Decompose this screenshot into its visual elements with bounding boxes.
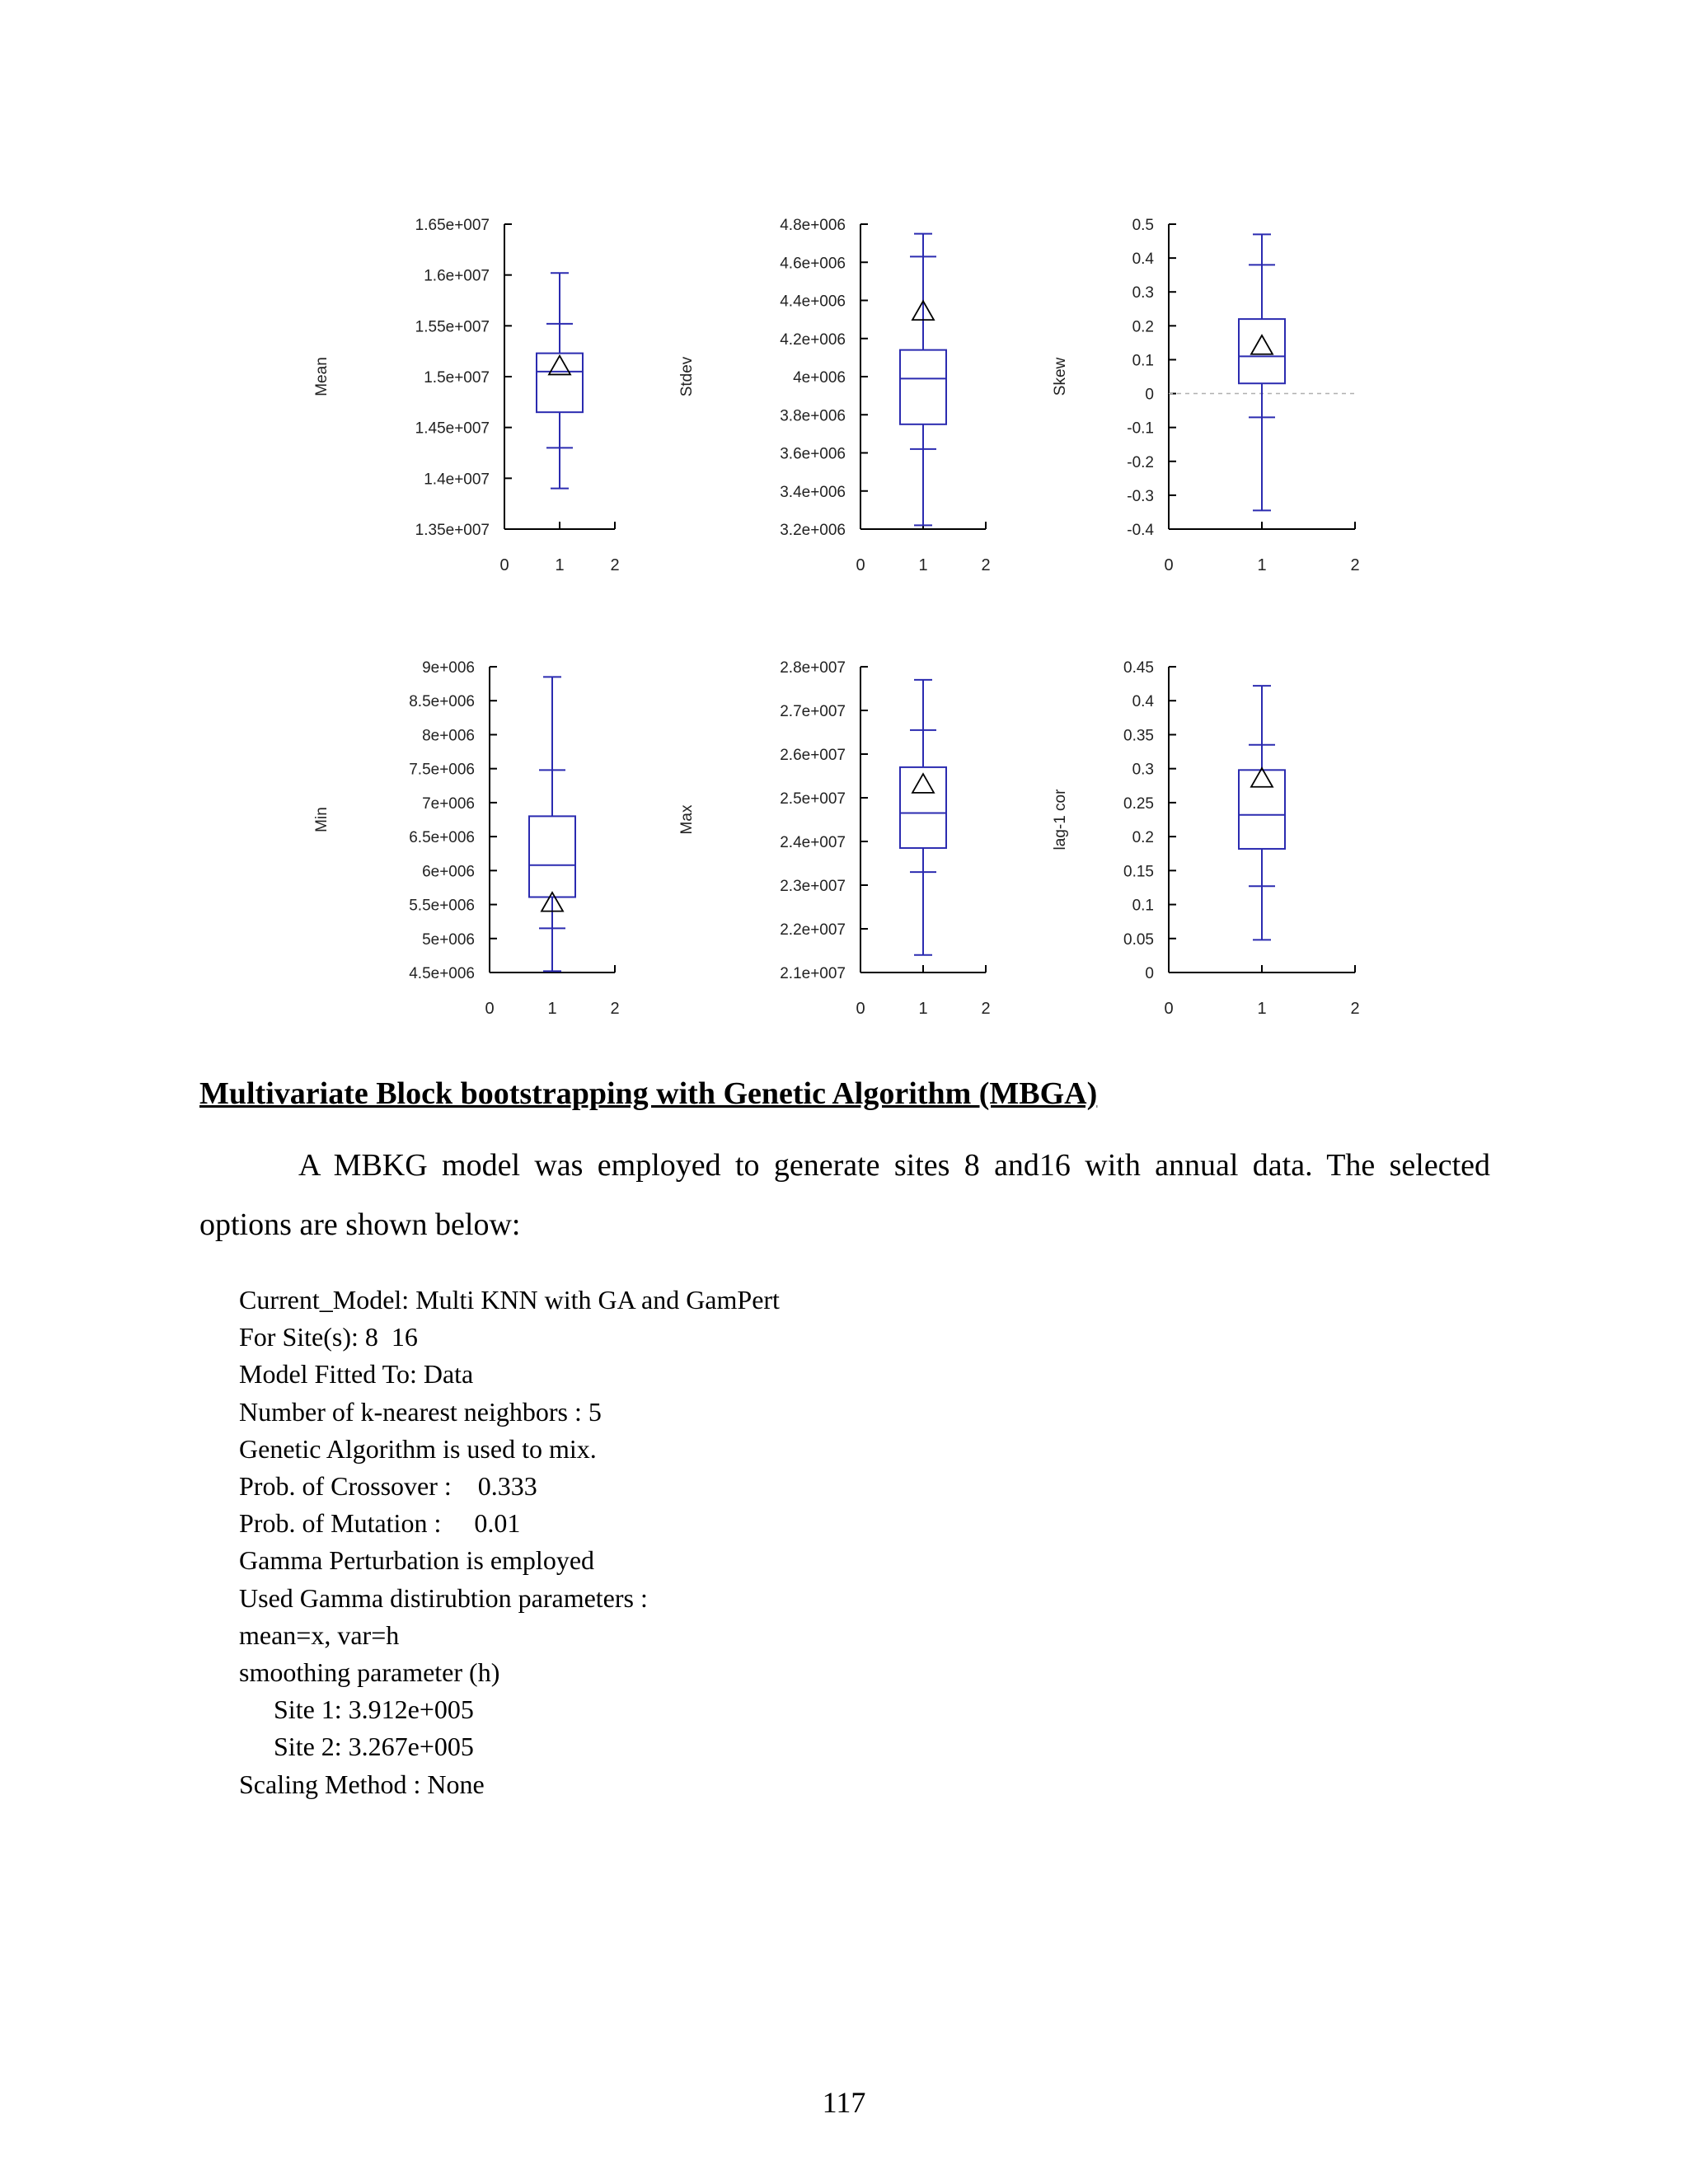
option-line: Scaling Method : None: [239, 1769, 485, 1799]
y-tick-label: 3.8e+006: [780, 407, 846, 425]
y-tick-label: 3.6e+006: [780, 445, 846, 463]
y-tick-label: 6.5e+006: [409, 829, 475, 847]
page-number: 117: [822, 2086, 866, 2119]
y-tick-label: 1.65e+007: [415, 217, 490, 234]
y-tick-label: 1.35e+007: [415, 522, 490, 539]
y-tick-label: 0.05: [1123, 930, 1154, 949]
y-tick-label: 4.6e+006: [780, 255, 846, 273]
interquartile-box: [529, 816, 575, 897]
y-tick-label: 8.5e+006: [409, 693, 475, 711]
y-tick-label: 7.5e+006: [409, 761, 475, 779]
option-line: mean=x, var=h: [239, 1619, 400, 1650]
y-tick-label: 0.15: [1123, 863, 1154, 881]
x-tick-label: 1: [1257, 556, 1267, 574]
observed-triangle-marker: [1251, 768, 1273, 787]
option-line: smoothing parameter (h): [239, 1657, 500, 1688]
x-tick-label: 2: [1350, 556, 1360, 574]
y-axis-label: Min: [313, 807, 331, 832]
boxplot-3: [313, 659, 620, 1018]
y-tick-label: 1.5e+007: [424, 369, 490, 387]
x-tick-label: 0: [856, 556, 865, 574]
option-line: Model Fitted To: Data: [239, 1359, 474, 1390]
y-tick-label: 2.7e+007: [780, 703, 846, 720]
option-line: Used Gamma distirubtion parameters :: [239, 1582, 648, 1613]
y-tick-label: 1.45e+007: [415, 419, 490, 438]
y-tick-label: 2.4e+007: [780, 834, 846, 851]
y-tick-label: -0.4: [1127, 522, 1154, 539]
x-tick-label: 1: [547, 1000, 557, 1018]
x-tick-label: 2: [981, 556, 991, 574]
x-tick-label: 1: [1257, 1000, 1267, 1018]
y-tick-label: 4.8e+006: [780, 217, 846, 234]
y-tick-label: 2.5e+007: [780, 790, 846, 808]
y-tick-label: 2.6e+007: [780, 747, 846, 764]
y-tick-label: 2.1e+007: [780, 965, 846, 982]
boxplot-figure: [0, 0, 1688, 1038]
interquartile-box: [900, 350, 946, 424]
x-tick-label: 1: [555, 556, 565, 574]
y-tick-label: 0.45: [1123, 659, 1154, 677]
y-tick-label: 0: [1145, 965, 1154, 982]
y-tick-label: 1.4e+007: [424, 471, 490, 489]
y-axis-label: lag-1 cor: [1052, 789, 1069, 851]
x-tick-label: 0: [1164, 1000, 1174, 1018]
x-tick-label: 0: [499, 556, 509, 574]
y-tick-label: 2.3e+007: [780, 878, 846, 895]
option-line: Site 2: 3.267e+005: [274, 1732, 474, 1762]
observed-triangle-marker: [912, 774, 934, 793]
y-tick-label: 0.5: [1132, 217, 1154, 234]
section-heading: Multivariate Block bootstrapping with Genetic Algorithm (MBGA): [199, 1076, 1098, 1111]
option-line: Current_Model: Multi KNN with GA and GamPert: [239, 1285, 780, 1315]
boxplot-5: [1052, 659, 1360, 1018]
boxplot-1: [678, 217, 991, 574]
x-tick-label: 2: [981, 1000, 991, 1018]
y-axis-label: Skew: [1052, 357, 1069, 396]
x-tick-label: 0: [485, 1000, 495, 1018]
y-tick-label: 0.4: [1132, 251, 1154, 269]
y-axis-label: Stdev: [678, 356, 696, 397]
x-tick-label: 2: [1350, 1000, 1360, 1018]
x-tick-label: 0: [1164, 556, 1174, 574]
x-tick-label: 0: [856, 1000, 865, 1018]
y-tick-label: 9e+006: [422, 659, 475, 677]
boxplot-4: [678, 659, 991, 1018]
y-tick-label: 0.3: [1132, 284, 1154, 302]
x-tick-label: 2: [610, 1000, 620, 1018]
boxplot-2: [1052, 217, 1360, 574]
y-tick-label: 0.2: [1132, 318, 1154, 336]
boxplot-0: [313, 217, 620, 574]
model-options-list: [239, 1282, 780, 1803]
y-axis-label: Max: [678, 804, 696, 835]
y-tick-label: 1.55e+007: [415, 318, 490, 336]
option-line: Gamma Perturbation is employed: [239, 1545, 595, 1576]
y-tick-label: 0.1: [1132, 897, 1154, 915]
y-tick-label: 4e+006: [793, 369, 846, 387]
option-line: Prob. of Crossover : 0.333: [239, 1471, 537, 1502]
y-tick-label: 0.3: [1132, 761, 1154, 779]
x-tick-label: 1: [918, 556, 928, 574]
y-tick-label: -0.3: [1127, 487, 1154, 505]
interquartile-box: [537, 354, 583, 413]
option-line: Site 1: 3.912e+005: [274, 1694, 474, 1725]
y-tick-label: 4.2e+006: [780, 330, 846, 349]
y-tick-label: 0.4: [1132, 693, 1154, 711]
y-tick-label: 0.35: [1123, 727, 1154, 745]
observed-triangle-marker: [1251, 335, 1273, 354]
x-tick-label: 1: [918, 1000, 928, 1018]
y-axis-label: Mean: [313, 357, 331, 396]
y-tick-label: 5.5e+006: [409, 897, 475, 915]
y-tick-label: 7e+006: [422, 794, 475, 813]
y-tick-label: 2.2e+007: [780, 921, 846, 939]
y-tick-label: 3.4e+006: [780, 483, 846, 501]
y-tick-label: 1.6e+007: [424, 267, 490, 285]
option-line: For Site(s): 8 16: [239, 1322, 418, 1352]
y-tick-label: 8e+006: [422, 727, 475, 745]
interquartile-box: [900, 767, 946, 848]
y-tick-label: 4.4e+006: [780, 293, 846, 311]
y-tick-label: 0.25: [1123, 794, 1154, 813]
option-line: Genetic Algorithm is used to mix.: [239, 1433, 597, 1464]
interquartile-box: [1239, 319, 1285, 383]
y-tick-label: 3.2e+006: [780, 522, 846, 539]
y-tick-label: 4.5e+006: [409, 965, 475, 982]
y-tick-label: -0.1: [1127, 419, 1154, 438]
boxplot-svg: [0, 0, 1688, 1038]
y-tick-label: 0.2: [1132, 829, 1154, 847]
option-line: Prob. of Mutation : 0.01: [239, 1508, 521, 1539]
x-tick-label: 2: [610, 556, 620, 574]
section-paragraph: A MBKG model was employed to generate sites 8 and16 with annual data. The selected options are shown below:: [199, 1148, 1490, 1242]
y-tick-label: 6e+006: [422, 863, 475, 881]
y-tick-label: 0: [1145, 386, 1154, 404]
option-line: Number of k-nearest neighbors : 5: [239, 1396, 602, 1427]
y-tick-label: 2.8e+007: [780, 659, 846, 677]
y-tick-label: 5e+006: [422, 930, 475, 949]
interquartile-box: [1239, 770, 1285, 849]
y-tick-label: -0.2: [1127, 453, 1154, 471]
y-tick-label: 0.1: [1132, 352, 1154, 370]
